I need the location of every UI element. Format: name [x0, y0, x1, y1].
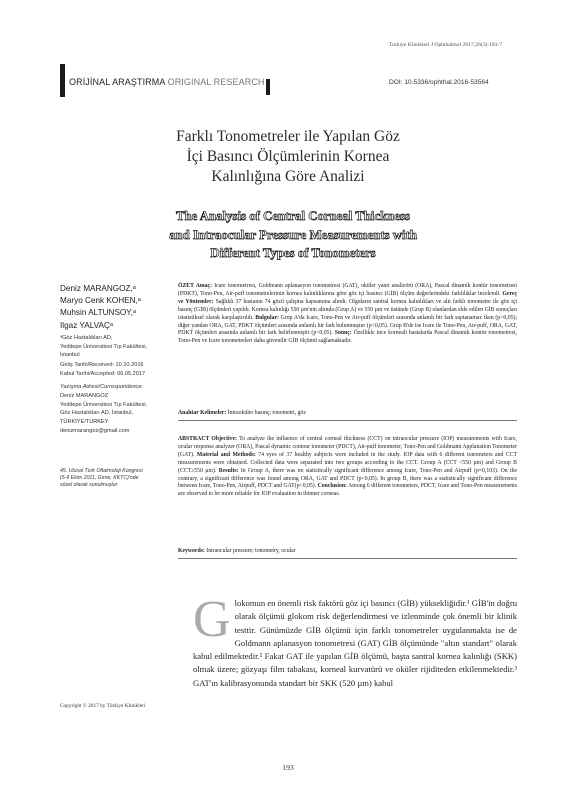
abstract-label: Bulgular:	[255, 314, 279, 321]
correspondence-name: Deniz MARANGOZ	[60, 392, 109, 399]
abstract-label: Results:	[218, 467, 239, 474]
article-type-bar-end	[266, 79, 270, 95]
congress-note	[60, 468, 150, 490]
abstract-text: Among 6 different tonometers, PDCT, Icare and Tono-Pen measurements are observed to be more reliable for IOP evaluation in thinner corneas.	[178, 483, 517, 498]
author-name: Maryo Cenk KOHEN,ᵃ	[60, 296, 141, 306]
correspondence-email[interactable]: denizmarangoz@gmail.com	[60, 427, 130, 434]
keywords-label: Anahtar Kelimeler:	[178, 410, 227, 416]
received-date: Geliş Tarihi/Received: 10.10.2016	[60, 362, 144, 368]
keywords-turkish	[178, 410, 517, 416]
correspondence-label: Yazışma Adresi/Correspondence:	[60, 384, 144, 390]
correspondence-line: TÜRKİYE/TURKEY	[60, 419, 109, 426]
correspondence-line: Göz Hastalıkları AD, İstanbul,	[60, 410, 134, 417]
keywords-label: Keywords:	[178, 548, 205, 554]
correspondence	[60, 383, 172, 436]
abstract-label: Sonuç:	[334, 330, 352, 337]
note-line: sözel olarak sunulmuştur	[60, 482, 118, 489]
article-type-en: ORIGINAL RESEARCH	[167, 77, 265, 87]
keywords-text: Intraocular pressure; tonometry, ocular	[206, 548, 296, 554]
keywords-text: İntraoküler basınç; tonometri, göz	[227, 410, 306, 416]
accepted-date: Kabul Tarihi/Accepted: 06.05.2017	[60, 370, 146, 377]
author-name: Ilgaz YALVAÇᵃ	[60, 320, 113, 330]
note-line: (5-9 Ekim 2011, Girne, KKTC)'nde	[60, 475, 139, 482]
note-line: 45. Ulusal Türk Oftalmoloji Kongresi	[60, 468, 143, 474]
abstract-text: Özellikle ince korneali hastalarda Pascal dinamik kontür tonometresi, Tono-Pen ve Icare tonometreleri daha güvenilir GİB ölçümü sağlamaktadır.	[178, 330, 517, 345]
abstract-english	[178, 436, 517, 499]
article-type-bar	[60, 64, 65, 97]
divider	[178, 558, 517, 559]
abstract-label: Material and Methods:	[196, 451, 256, 458]
title-turkish: Farklı Tonometreler ile Yapılan Göz İçi Basıncı Ölçümlerinin Kornea Kalınlığına Göre Analizi	[176, 128, 400, 185]
abstract-text: Grup A'da Icare, Tono-Pen ve Air-puff ölçümleri arasında anlamlı bir fark saptanamaz iken (p>0,05); diğer yandan ORA, GAT, PDKT ölçümleri arasında anlamlı bir fark bulunmuştur (p<0,05). Grup B'de ise Icare ile Tono-Pen, Air-puff, ORA, GAT, PDKT ölçümleri arasında anlamlı bir fark belirlenmiştir (p<0,05).	[178, 314, 518, 337]
copyright: Copyright © 2017 by Türkiye Klinikleri	[60, 703, 146, 709]
journal-reference: Turkiye Klinikleri J Ophthalmol 2017;26(3):193-7	[388, 42, 502, 48]
abstract-label: ÖZET Amaç:	[178, 283, 213, 289]
body-text-block	[193, 591, 517, 690]
article-dates	[60, 361, 172, 379]
abstract-text: In Group A, there was no statistically significant difference among Icare, Tono-Pen and Airpuff (p=0,103). On the contrary, a significant difference was found among ORA, GAT and PDCT (p<0,05). In group B, there was a statistically significant difference between Icare, Tono-Pen, Airpuff, PDCT and GAT(p<0,05).	[178, 467, 518, 490]
abstract-label: ABSTRACT Objective:	[178, 436, 237, 442]
author-name: Muhsin ALTUNSOY,ᵃ	[60, 308, 137, 318]
abstract-turkish	[178, 283, 517, 346]
doi[interactable]: DOI: 10.5336/ophthal.2016-53564	[389, 79, 489, 86]
abstract-text: To analyze the influence of central corneal thickness (CCT) on intraocular pressure (IOP) measurements with Icare, ocular response analyzer (ORA), Pascal dynamic contour tonometer (PDCT), Air-puff tonometer, Tono-Pen and Goldmann Applanation Tonometer (GAT).	[178, 436, 517, 458]
author-name: Deniz MARANGOZ,ᵃ	[60, 284, 136, 293]
abstract-text: Sağlıklı 37 hastanın 74 gözü çalışma kapsamına alındı. Olguların santral kornea kalınlıkları ve altı farklı tonometre ile göz içi basınç (GİB) ölçümleri yapıldı. Kornea kalınlığı 550 µm'nin altında (Grup A) ve 550 µm ve üstünde (Grup B) olanlardan elde edilen GİB sonuçları istatistiksel olarak karşılaştırıldı.	[178, 298, 518, 321]
article-type	[69, 77, 265, 87]
drop-cap: G	[193, 591, 231, 648]
article-type-tr: ORİJİNAL ARAŞTIRMA	[69, 77, 165, 87]
page-number: 193	[282, 763, 294, 772]
abstract-text: Icare tonometresi, Goldmann aplanasyon tonometresi (GAT), oküler yanıt analizörü (ORA), Pascal dinamik kontür tonometresi (PDKT), Tono-Pen, Air-puff tonometrelerinin kornea kalınlıklarına göre göz içi basıncı (GİB) ölçüm değerlerindeki farklılıklar incelendi.	[178, 283, 518, 297]
affiliation	[60, 334, 172, 360]
abstract-label: Gereç ve Yöntemler:	[178, 290, 517, 305]
divider	[178, 420, 517, 421]
affiliation-line: ᵃGöz Hastalıkları AD,	[60, 335, 113, 341]
author-list	[60, 283, 172, 332]
correspondence-line: Yeditepe Üniversitesi Tıp Fakültesi,	[60, 401, 148, 408]
abstract-text: 74 eyes of 37 healthy subjects were included in the study. IOP data with 6 different tonometers and CCT measurements were obtained. Collected data were separated into two groups according to the CCT. Group A (CCT <550 µm) and Group B (CCT≥550 µm).	[178, 451, 518, 474]
affiliation-line: Yeditepe Üniversitesi Tıp Fakültesi,	[60, 343, 148, 350]
title-english: The Analysis of Central Corneal Thickness and Intraocular Pressure Measurements with Different Types of Tonometers	[169, 209, 417, 260]
abstract-label: Conclusion:	[317, 483, 347, 490]
body-paragraph: lokomun en önemli risk faktörü göz içi basıncı (GİB) yüksekliğidir.¹ GİB'in doğru olarak ölçümü glokom risk değerlendirmesi ve izlenminde çok önemli bir klinik testtir. Günümüzde GİB ölçümü için farklı tonometreler uygulanmakta ise de Goldmann aplanasyon tonometresi (GAT) GİB ölçümünde "altın standart" olarak kabul edilmektedir.² Fakat GAT ile yapılan GİB ölçümü, başta santral kornea kalınlığı (SKK) olmak üzere; gözyaşı film tabakası, korneal kurvatürü ve oküler rijiditeden etkilenmektedir.³ GAT'ın kalibrasyonunda standart bir SKK (520 µm) kabul	[193, 598, 517, 688]
affiliation-line: İstanbul	[60, 352, 80, 359]
keywords-english	[178, 548, 517, 554]
